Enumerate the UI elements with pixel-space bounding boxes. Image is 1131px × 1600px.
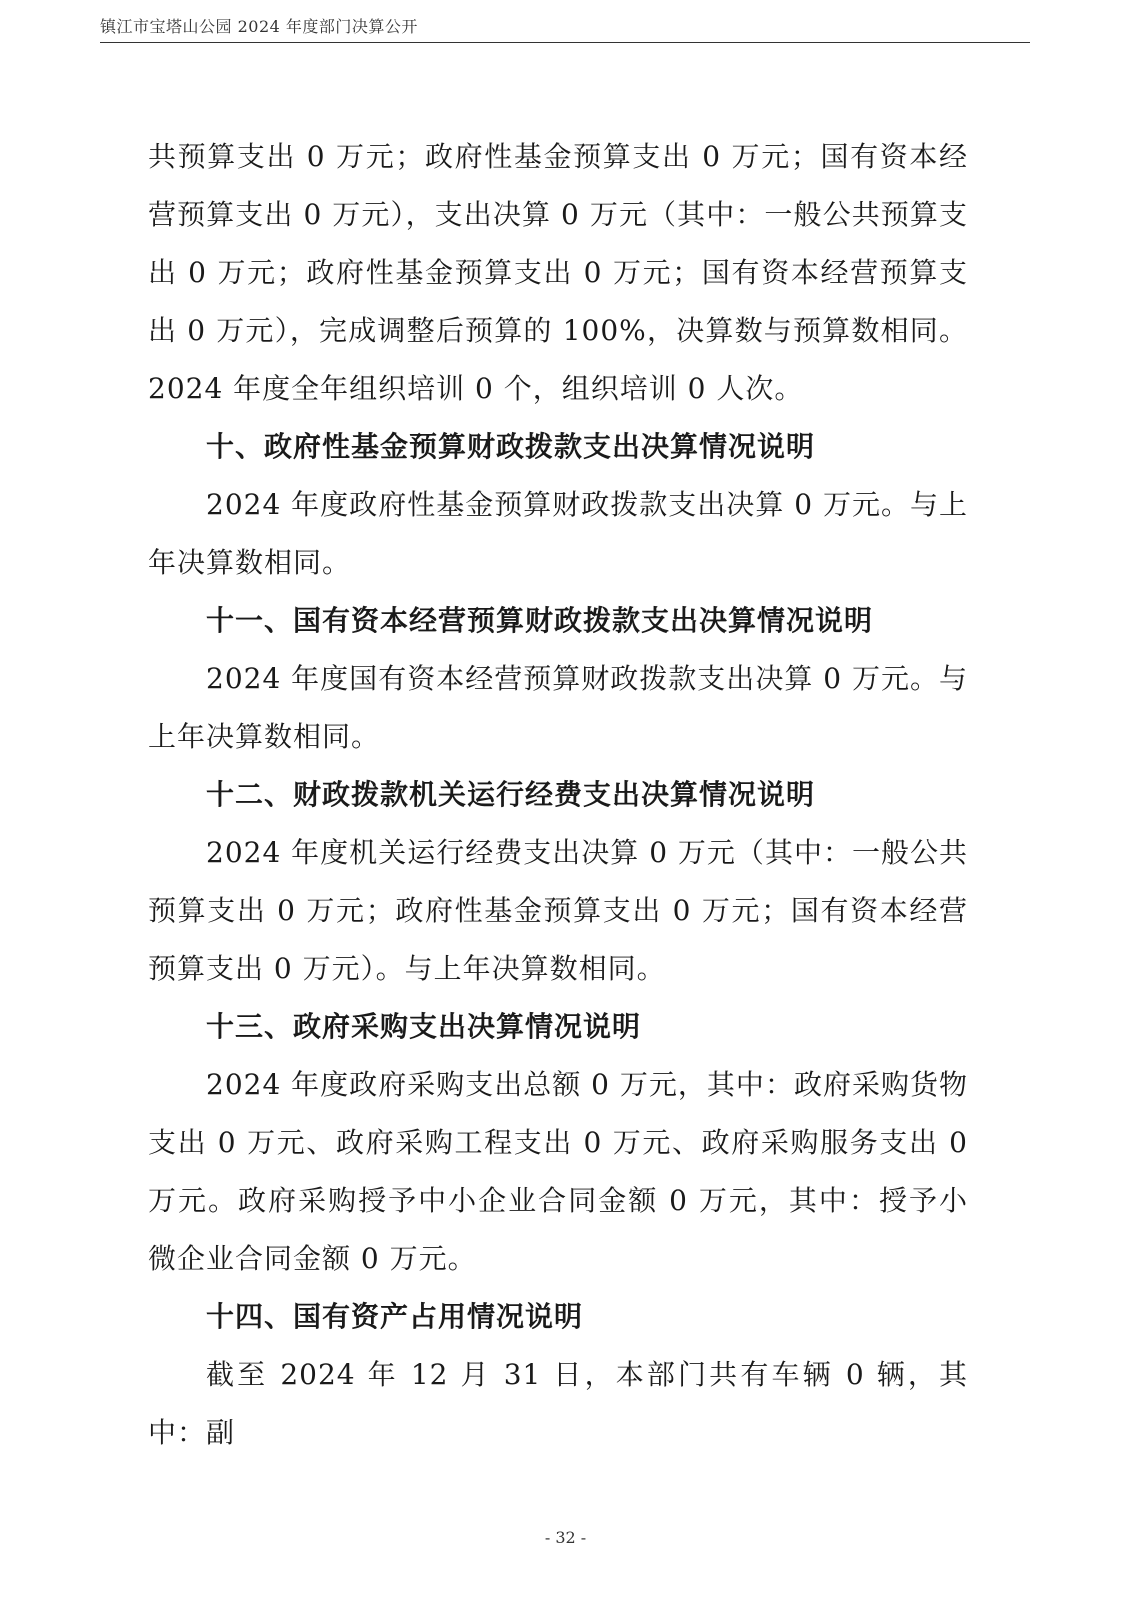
section-body-10: 2024 年度政府性基金预算财政拨款支出决算 0 万元。与上年决算数相同。 (148, 488, 968, 579)
section-body-14: 截至 2024 年 12 月 31 日，本部门共有车辆 0 辆，其中：副 (148, 1358, 968, 1449)
page-header (100, 10, 1030, 43)
section-heading-10: 十、政府性基金预算财政拨款支出决算情况说明 (206, 430, 816, 463)
section-heading-12: 十二、财政拨款机关运行经费支出决算情况说明 (206, 778, 816, 811)
section-body-11: 2024 年度国有资本经营预算财政拨款支出决算 0 万元。与上年决算数相同。 (148, 662, 968, 753)
page-number: - 32 - (544, 1528, 587, 1547)
document-body (148, 128, 968, 1462)
section-heading-13: 十三、政府采购支出决算情况说明 (206, 1010, 642, 1043)
section-heading-11: 十一、国有资本经营预算财政拨款支出决算情况说明 (206, 604, 874, 637)
section-body-12: 2024 年度机关运行经费支出决算 0 万元（其中：一般公共预算支出 0 万元；政府性基金预算支出 0 万元；国有资本经营预算支出 0 万元）。与上年决算数相同。 (148, 836, 968, 985)
section-body-13: 2024 年度政府采购支出总额 0 万元，其中：政府采购货物支出 0 万元、政府采购工程支出 0 万元、政府采购服务支出 0 万元。政府采购授予中小企业合同金额 0 万元，其中：授予小微企业合同金额 0 万元。 (148, 1068, 968, 1275)
intro-continuation-paragraph: 共预算支出 0 万元；政府性基金预算支出 0 万元；国有资本经营预算支出 0 万元），支出决算 0 万元（其中：一般公共预算支出 0 万元；政府性基金预算支出 0 万元；国有资本经营预算支出 0 万元），完成调整后预算的 100%，决算数与预算数相同。2024 年度全年组织培训 0 个，组织培训 0 人次。 (148, 140, 968, 405)
header-title: 镇江市宝塔山公园 2024 年度部门决算公开 (100, 17, 418, 36)
section-heading-14: 十四、国有资产占用情况说明 (206, 1300, 584, 1333)
